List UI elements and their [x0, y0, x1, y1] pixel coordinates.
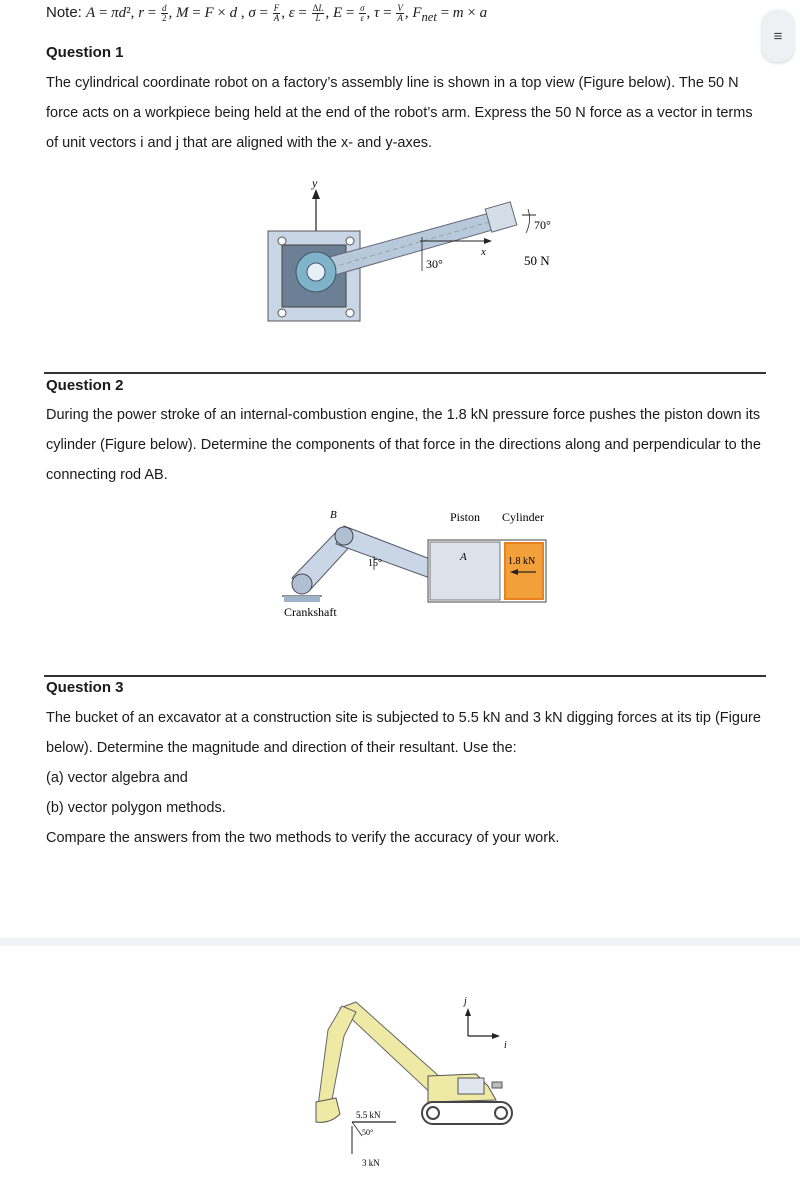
engine-force-label: 1.8 kN [508, 556, 536, 567]
excavator-force1: 5.5 kN [356, 1110, 381, 1120]
robot-angle-30: 30° [426, 257, 443, 271]
page-separator [0, 938, 800, 946]
excavator-unit-j: j [464, 996, 467, 1007]
menu-icon: ≡ [773, 27, 783, 45]
excavator-angle: 50° [362, 1128, 374, 1137]
question3-compare: Compare the answers from the two methods to verify the accuracy of your work. [46, 830, 560, 846]
question3-body [46, 703, 768, 853]
robot-angle-70: 70° [534, 218, 551, 232]
menu-button[interactable] [762, 10, 794, 62]
engine-figure [270, 500, 570, 630]
question3-title: Question 3 [46, 679, 124, 696]
excavator-force2: 3 kN [362, 1158, 380, 1168]
question2-text: During the power stroke of an internal-combustion engine, the 1.8 kN pressure force pushes the piston down its cylinder (Figure below). Determine the components of that force in the directions along and perpendicular to the connecting rod AB. [46, 407, 761, 483]
engine-point-b: B [330, 509, 337, 521]
question1-title: Question 1 [46, 44, 124, 61]
robot-force-label: 50 N [524, 253, 550, 268]
engine-crankshaft-label: Crankshaft [284, 605, 337, 619]
engine-angle: 15° [368, 558, 382, 569]
question2-title: Question 2 [46, 377, 124, 394]
divider-1 [44, 372, 766, 374]
divider-2 [44, 675, 766, 677]
engine-cylinder-label: Cylinder [502, 510, 544, 524]
question3-part-b: (b) vector polygon methods. [46, 800, 226, 816]
robot-axis-x: x [481, 246, 486, 258]
excavator-unit-i: i [504, 1040, 507, 1051]
robot-figure [260, 175, 580, 325]
engine-point-a: A [460, 551, 467, 563]
engine-piston-label: Piston [450, 510, 481, 524]
note-label: Note: [46, 4, 87, 21]
question3-intro: The bucket of an excavator at a construction site is subjected to 5.5 kN and 3 kN digging forces at its tip (Figure below). Determine the magnitude and direction of their resultant. Use the: [46, 710, 761, 756]
question3-part-a: (a) vector algebra and [46, 770, 188, 786]
formula-display: A = πd², r = $\frac{d}{2}$ , M = F × d , σ = $\frac{F}{A}$ , ε = $\frac{\Delta L}{L}$ , E = $\frac{\sigma}{\varepsilon}$ , τ = $\frac{V}{A}$ , $F_{net} = m \times a$ [86, 3, 488, 24]
note-formula [46, 4, 487, 25]
excavator-figure [300, 990, 540, 1180]
question1-text: The cylindrical coordinate robot on a factory’s assembly line is shown in a top view (Figure below). The 50 N force acts on a workpiece being held at the end of the robot’s arm. Express the 50 N force as a vector in terms of unit vectors i and j that are aligned with the x- and y-axes. [46, 75, 753, 151]
robot-axis-y: y [312, 176, 318, 190]
